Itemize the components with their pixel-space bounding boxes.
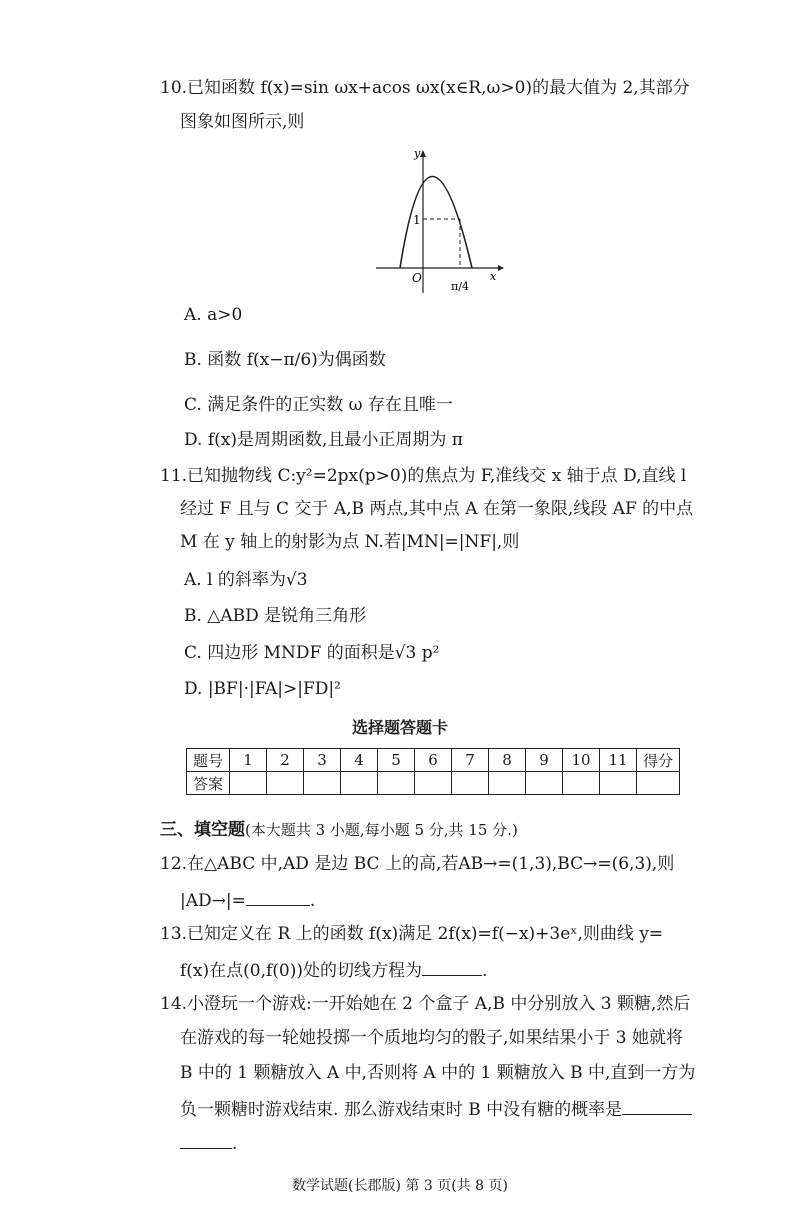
header-cell: 11 xyxy=(600,749,637,772)
q11-option-d: D. |BF|·|FA|>|FD|² xyxy=(184,679,341,699)
header-cell: 得分 xyxy=(637,749,680,772)
header-cell: 题号 xyxy=(187,749,230,772)
header-cell: 6 xyxy=(415,749,452,772)
answer-cell[interactable] xyxy=(415,772,452,795)
q12-ad-text: |AD→|= xyxy=(180,891,246,911)
header-cell: 3 xyxy=(304,749,341,772)
q13-answer-blank[interactable] xyxy=(422,957,482,976)
q12-stem-line2: |AD→|= . xyxy=(180,887,315,913)
answer-card-header-row xyxy=(187,749,680,772)
q14-prob-text: 负一颗糖时游戏结束. 那么游戏结束时 B 中没有糖的概率是 xyxy=(180,1100,623,1120)
q12-answer-blank[interactable] xyxy=(246,887,310,906)
q11-stem-line2: 经过 F 且与 C 交于 A,B 两点,其中点 A 在第一象限,线段 AF 的中点 xyxy=(180,499,694,519)
section3-header xyxy=(160,818,518,842)
q12-stem-line1: 12.在△ABC 中,AD 是边 BC 上的高,若AB→=(1,3),BC→=(6,3),则 xyxy=(160,854,675,874)
q10-stem-line2: 图象如图所示,则 xyxy=(180,112,305,132)
sine-curve xyxy=(400,177,472,269)
answer-cell[interactable] xyxy=(563,772,600,795)
score-cell[interactable] xyxy=(637,772,680,795)
answer-cell[interactable] xyxy=(452,772,489,795)
answer-cell[interactable] xyxy=(378,772,415,795)
q14-stem-line4 xyxy=(180,1096,692,1122)
answer-cell[interactable] xyxy=(304,772,341,795)
q11-option-c: C. 四边形 MNDF 的面积是√3 p² xyxy=(184,643,440,663)
answer-cell[interactable] xyxy=(489,772,526,795)
pi4-label: π/4 xyxy=(451,280,469,293)
header-cell: 1 xyxy=(230,749,267,772)
q13-stem-line1: 13.已知定义在 R 上的函数 f(x)满足 2f(x)=f(−x)+3eˣ,则曲线 y= xyxy=(160,924,664,944)
q11-stem-line1: 11.已知抛物线 C:y²=2px(p>0)的焦点为 F,准线交 x 轴于点 D,直线 l xyxy=(160,466,687,486)
q10-option-c: C. 满足条件的正实数 ω 存在且唯一 xyxy=(184,395,453,415)
answer-cell[interactable] xyxy=(600,772,637,795)
q14-blank-continuation: . xyxy=(180,1130,237,1156)
q14-stem-line3: B 中的 1 颗糖放入 A 中,否则将 A 中的 1 颗糖放入 B 中,直到一方为 xyxy=(180,1063,696,1083)
q11-option-b: B. △ABD 是锐角三角形 xyxy=(184,606,367,626)
x-label: x xyxy=(490,270,497,283)
q10-graph xyxy=(370,145,510,300)
q14-answer-blank-part1[interactable] xyxy=(622,1096,692,1115)
answer-cell[interactable] xyxy=(267,772,304,795)
header-cell: 7 xyxy=(452,749,489,772)
answer-cell[interactable] xyxy=(341,772,378,795)
q10-option-d: D. f(x)是周期函数,且最小正周期为 π xyxy=(184,430,463,450)
page-footer: 数学试题(长郡版) 第 3 页(共 8 页) xyxy=(292,1178,508,1194)
answer-cell[interactable] xyxy=(526,772,563,795)
header-cell: 2 xyxy=(267,749,304,772)
q11-option-a: A. l 的斜率为√3 xyxy=(184,570,308,590)
q14-answer-blank-part2[interactable] xyxy=(180,1130,232,1149)
header-cell: 10 xyxy=(563,749,600,772)
answer-card-answer-row xyxy=(187,772,680,795)
q10-stem-line1: 10.已知函数 f(x)=sin ωx+acos ωx(x∈R,ω>0)的最大值为 2,其部分 xyxy=(160,78,690,98)
header-cell: 9 xyxy=(526,749,563,772)
one-label: 1 xyxy=(413,213,421,227)
q13-stem-line2: f(x)在点(0,f(0))处的切线方程为 . xyxy=(180,957,487,983)
header-cell: 5 xyxy=(378,749,415,772)
section3-note: (本大题共 3 小题,每小题 5 分,共 15 分.) xyxy=(245,821,518,839)
y-label: y xyxy=(414,147,421,160)
q14-stem-line1: 14.小澄玩一个游戏:一开始她在 2 个盒子 A,B 中分别放入 3 颗糖,然后 xyxy=(160,994,691,1014)
q13-tangent-text: f(x)在点(0,f(0))处的切线方程为 xyxy=(180,961,423,981)
q11-stem-line3: M 在 y 轴上的射影为点 N.若|MN|=|NF|,则 xyxy=(180,532,520,552)
header-cell: 8 xyxy=(489,749,526,772)
answer-card-table xyxy=(186,748,680,795)
q10-option-a: A. a>0 xyxy=(184,305,243,325)
x-axis-arrow xyxy=(498,265,504,271)
answer-card-title: 选择题答题卡 xyxy=(351,718,448,737)
q10-option-b: B. 函数 f(x−π/6)为偶函数 xyxy=(184,350,386,370)
header-cell: 4 xyxy=(341,749,378,772)
y-axis-arrow xyxy=(420,150,426,157)
q14-stem-line2: 在游戏的每一轮她投掷一个质地均匀的骰子,如果结果小于 3 她就将 xyxy=(180,1028,684,1048)
section3-heading: 三、填空题 xyxy=(160,820,245,840)
origin-label: O xyxy=(412,271,422,285)
answer-cell[interactable] xyxy=(230,772,267,795)
answer-row-label: 答案 xyxy=(187,772,230,795)
